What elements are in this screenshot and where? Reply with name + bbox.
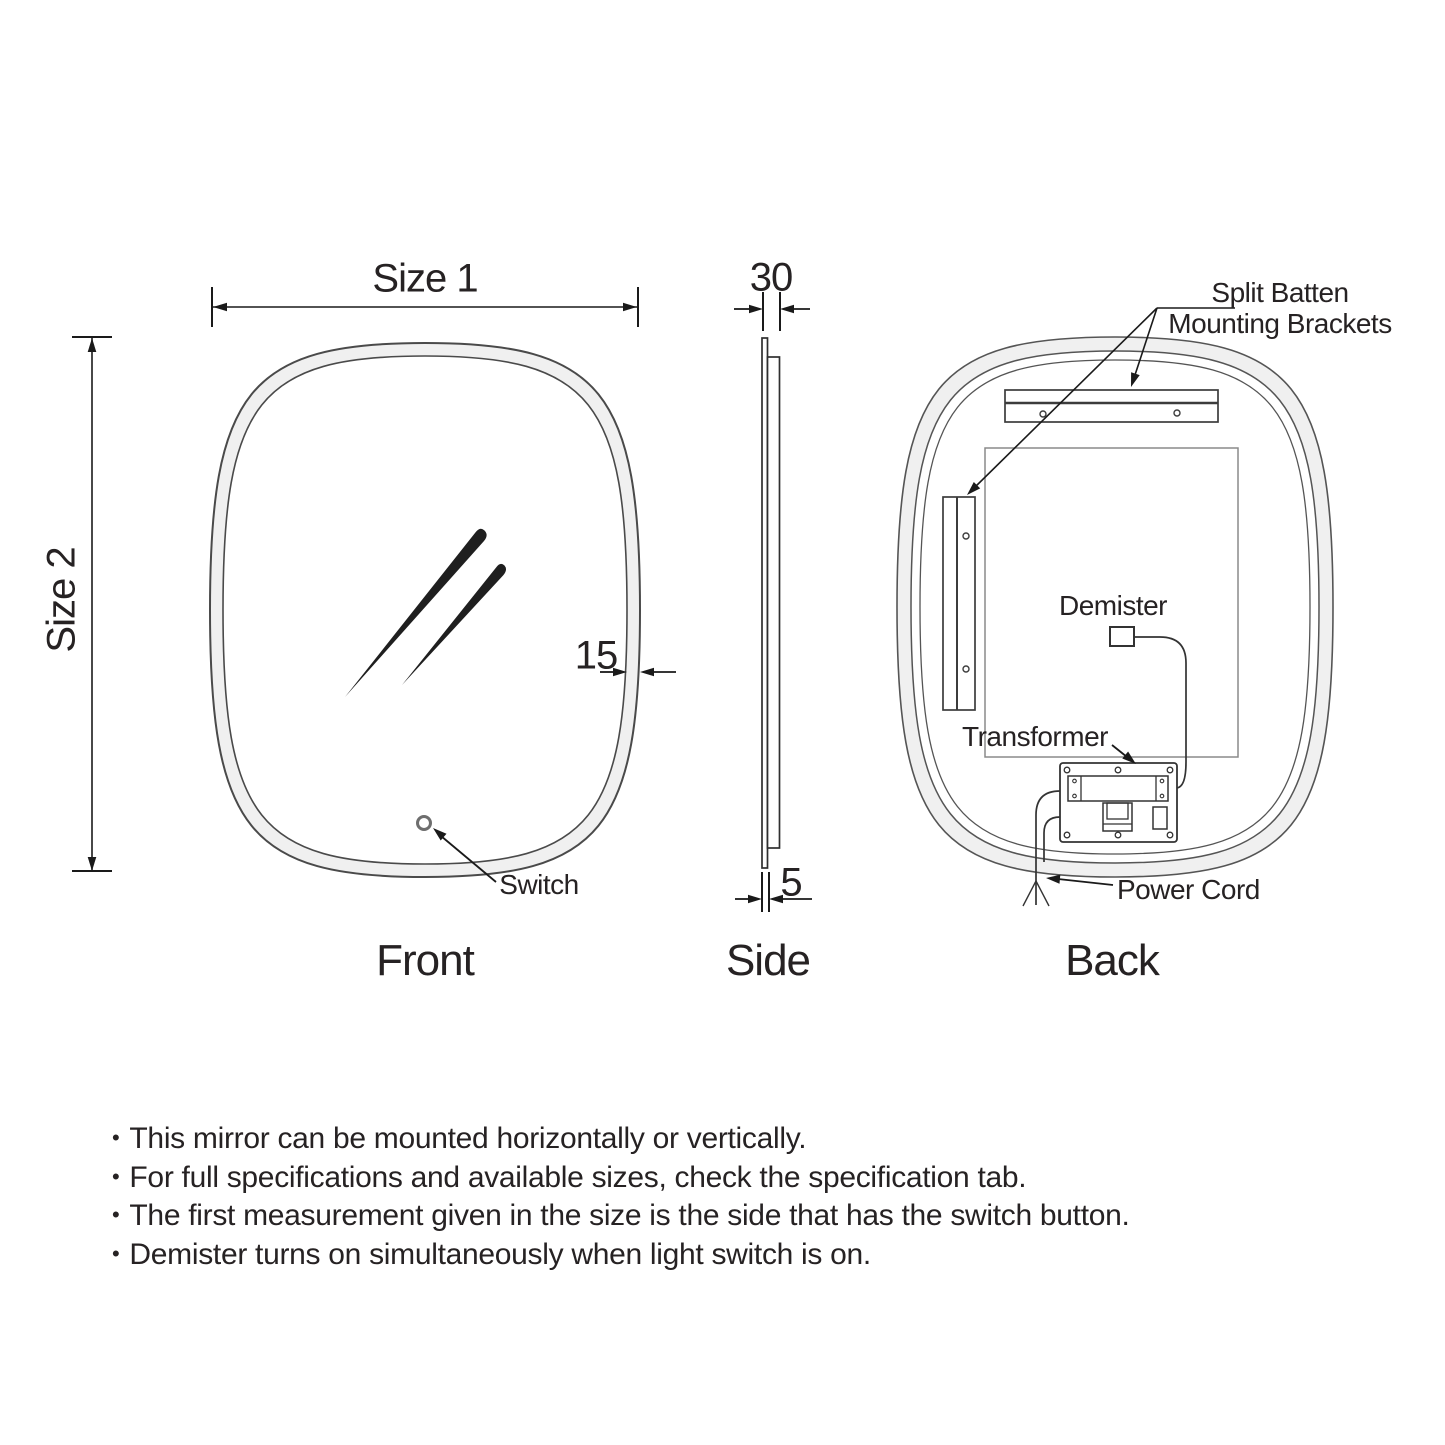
note-text: The first measurement given in the size is the side that has the switch button. (129, 1199, 1130, 1232)
bullet-icon: • (112, 1163, 120, 1189)
note-text: For full specifications and available sizes, check the specification tab. (129, 1160, 1027, 1194)
note-item (112, 1199, 1130, 1238)
glass-arrow-left (748, 895, 762, 904)
note-item (112, 1238, 1130, 1277)
note-item (112, 1161, 1130, 1200)
mounting-bracket-horizontal (1005, 390, 1218, 422)
size2-arrow-top (88, 338, 97, 352)
bullet-icon: • (112, 1125, 120, 1150)
side-view-label: Side (725, 936, 811, 985)
size1-label: Size 1 (372, 256, 478, 301)
size2-arrow-bottom (88, 857, 97, 871)
switch-dot (418, 817, 431, 830)
brackets-label (1168, 277, 1391, 339)
transformer-label: Transformer (962, 721, 1108, 752)
front-view-label: Front (376, 936, 474, 985)
front-mirror-inner-edge (223, 356, 627, 864)
note-text: This mirror can be mounted horizontally or vertically. (129, 1122, 807, 1155)
mounting-bracket-vertical (943, 497, 975, 710)
size1-arrow-right (623, 303, 637, 312)
bullet-icon: • (112, 1240, 120, 1266)
depth-dimension-value: 30 (749, 255, 793, 300)
side-view-drawing (734, 292, 812, 912)
brackets-label-line1: Split Batten (1211, 277, 1349, 308)
power-cord-leader-line (1058, 879, 1113, 885)
note-text: Demister turns on simultaneously when light switch is on. (129, 1237, 871, 1271)
back-view-label: Back (1065, 936, 1159, 985)
notes-list (112, 1122, 1130, 1276)
size2-label: Size 2 (39, 547, 84, 653)
power-cord-label: Power Cord (1117, 874, 1260, 905)
transformer-box (1060, 763, 1177, 842)
depth-arrow-right (780, 305, 794, 314)
brackets-label-line2: Mounting Brackets (1168, 308, 1392, 339)
power-cord-arrowhead (1046, 875, 1060, 884)
switch-label: Switch (499, 869, 579, 900)
demister-connector (1110, 627, 1134, 646)
rim-arrow-right (640, 668, 654, 677)
depth-arrow-left (749, 305, 763, 314)
rim-dimension-value: 15 (574, 633, 618, 678)
bullet-icon: • (112, 1202, 120, 1227)
demister-label: Demister (1058, 590, 1168, 621)
size1-arrow-left (213, 303, 227, 312)
side-back-panel (768, 357, 780, 848)
note-item (112, 1122, 1130, 1161)
glass-dimension-value: 5 (780, 860, 802, 905)
front-view-drawing (72, 287, 676, 882)
